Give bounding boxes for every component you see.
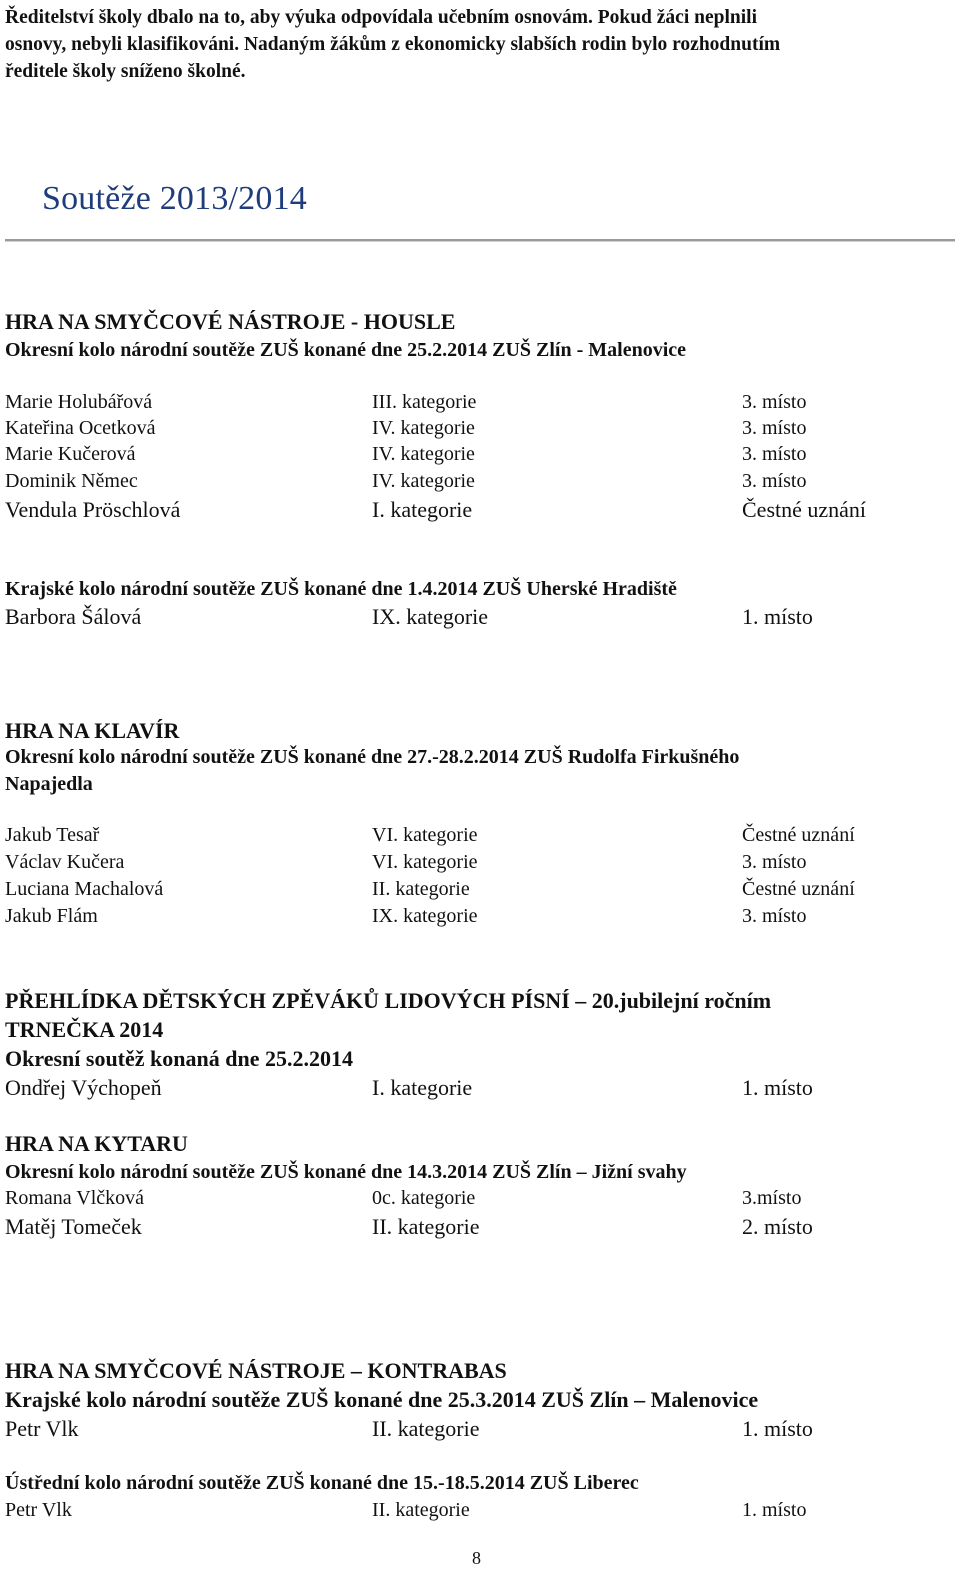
result-row (0, 878, 960, 904)
placement: 3. místo (742, 443, 807, 465)
result-row (0, 604, 960, 630)
result-row (0, 905, 960, 931)
category: II. kategorie (372, 878, 470, 900)
round-okres-trnecka: Okresní soutěž konaná dne 25.2.2014 (5, 1046, 353, 1071)
section-heading-housle: HRA NA SMYČCOVÉ NÁSTROJE - HOUSLE (5, 309, 456, 334)
page-title: Soutěže 2013/2014 (42, 180, 307, 217)
result-row (0, 470, 960, 496)
result-row (0, 1214, 960, 1240)
competitor-name: Kateřina Ocetková (5, 417, 156, 439)
round-ustredni-kontrabas: Ústřední kolo národní soutěže ZUŠ konané dne 15.-18.5.2014 ZUŠ Liberec (5, 1472, 639, 1494)
result-row (0, 851, 960, 877)
category: IV. kategorie (372, 443, 475, 465)
competitor-name: Ondřej Výchopeň (5, 1075, 162, 1100)
competitor-name: Dominik Němec (5, 470, 138, 492)
intro-line-1: Ředitelství školy dbalo na to, aby výuka odpovídala učebním osnovám. Pokud žáci neplnili (5, 7, 757, 28)
placement: 3. místo (742, 905, 807, 927)
competitor-name: Barbora Šálová (5, 604, 142, 629)
competitor-name: Marie Holubářová (5, 391, 153, 413)
round-okres-housle: Okresní kolo národní soutěže ZUŠ konané dne 25.2.2014 ZUŠ Zlín - Malenovice (5, 339, 687, 361)
placement: 3. místo (742, 851, 807, 873)
intro-line-2: osnovy, nebyli klasifikováni. Nadaným žákům z ekonomicky slabších rodin bylo rozhodnutím (5, 34, 781, 55)
placement: 1. místo (742, 604, 813, 629)
competitor-name: Jakub Tesař (5, 824, 100, 846)
category: I. kategorie (372, 1075, 473, 1100)
competitor-name: Jakub Flám (5, 905, 98, 927)
placement: 1. místo (742, 1416, 813, 1441)
competitor-name: Petr Vlk (5, 1416, 79, 1441)
placement: 2. místo (742, 1214, 813, 1239)
title-divider (5, 239, 955, 242)
placement: Čestné uznání (742, 878, 855, 900)
round-kraj-kontrabas: Krajské kolo národní soutěže ZUŠ konané dne 25.3.2014 ZUŠ Zlín – Malenovice (5, 1387, 759, 1412)
competitor-name: Václav Kučera (5, 851, 125, 873)
category: II. kategorie (372, 1416, 480, 1441)
result-row (0, 824, 960, 850)
result-row (0, 1416, 960, 1442)
section-heading-klavir: HRA NA KLAVÍR (5, 718, 180, 743)
category: VI. kategorie (372, 824, 478, 846)
category: III. kategorie (372, 391, 477, 413)
competitor-name: Matěj Tomeček (5, 1214, 142, 1239)
placement: Čestné uznání (742, 497, 867, 522)
category: I. kategorie (372, 497, 473, 522)
result-row (0, 497, 960, 523)
page-number: 8 (472, 1548, 481, 1568)
category: II. kategorie (372, 1214, 480, 1239)
placement: 3. místo (742, 417, 807, 439)
category: 0c. kategorie (372, 1187, 476, 1209)
round-okres-klavir-line-1: Okresní kolo národní soutěže ZUŠ konané dne 27.-28.2.2014 ZUŠ Rudolfa Firkušného (5, 746, 740, 768)
category: VI. kategorie (372, 851, 478, 873)
placement: 3. místo (742, 470, 807, 492)
competitor-name: Vendula Pröschlová (5, 497, 181, 522)
category: IX. kategorie (372, 905, 478, 927)
result-row (0, 1075, 960, 1101)
placement: 1. místo (742, 1499, 807, 1521)
section-heading-trnecka-line-1: PŘEHLÍDKA DĚTSKÝCH ZPĚVÁKŮ LIDOVÝCH PÍSNÍ – 20.jubilejní ročním (5, 988, 772, 1013)
category: IV. kategorie (372, 470, 475, 492)
placement: 1. místo (742, 1075, 813, 1100)
result-row (0, 391, 960, 417)
placement: 3.místo (742, 1187, 802, 1209)
round-okres-kytara: Okresní kolo národní soutěže ZUŠ konané dne 14.3.2014 ZUŠ Zlín – Jižní svahy (5, 1161, 687, 1183)
category: II. kategorie (372, 1499, 470, 1521)
intro-line-3: ředitele školy sníženo školné. (5, 61, 246, 82)
result-row (0, 1499, 960, 1525)
placement: Čestné uznání (742, 824, 855, 846)
section-heading-kytara: HRA NA KYTARU (5, 1131, 188, 1156)
round-okres-klavir-line-2: Napajedla (5, 773, 93, 795)
section-heading-trnecka-line-2: TRNEČKA 2014 (5, 1017, 164, 1042)
result-row (0, 417, 960, 443)
category: IX. kategorie (372, 604, 489, 629)
competitor-name: Romana Vlčková (5, 1187, 145, 1209)
competitor-name: Marie Kučerová (5, 443, 136, 465)
result-row (0, 443, 960, 469)
section-heading-kontrabas: HRA NA SMYČCOVÉ NÁSTROJE – KONTRABAS (5, 1358, 507, 1383)
competitor-name: Luciana Machalová (5, 878, 164, 900)
competitor-name: Petr Vlk (5, 1499, 72, 1521)
placement: 3. místo (742, 391, 807, 413)
category: IV. kategorie (372, 417, 475, 439)
result-row (0, 1187, 960, 1213)
round-kraj-housle: Krajské kolo národní soutěže ZUŠ konané dne 1.4.2014 ZUŠ Uherské Hradiště (5, 578, 677, 600)
